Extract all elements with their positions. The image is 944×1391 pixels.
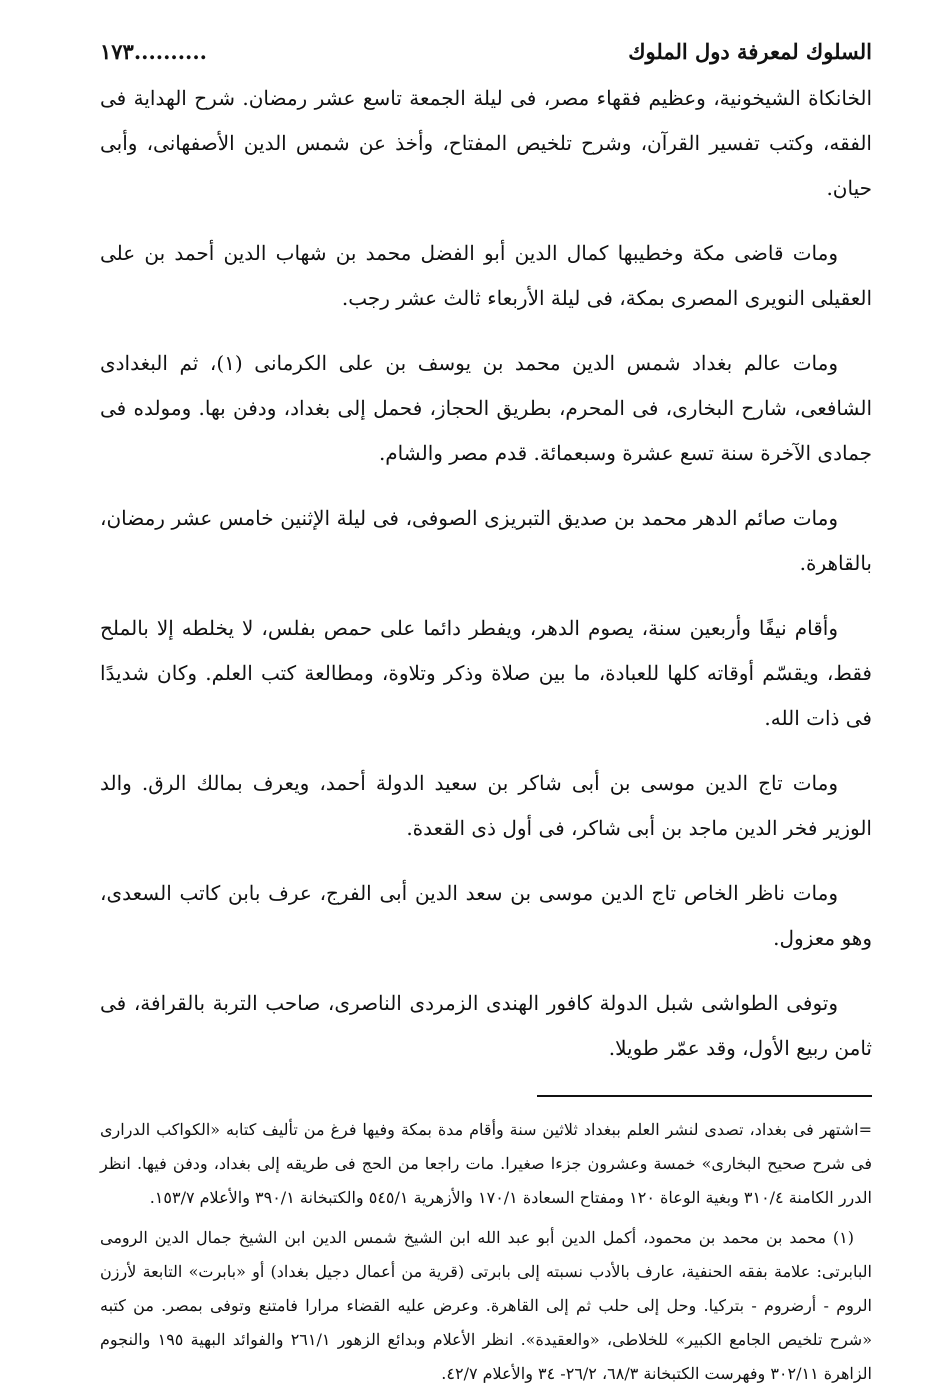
book-title: السلوك لمعرفة دول الملوك bbox=[628, 39, 872, 64]
paragraph: ومات قاضى مكة وخطيبها كمال الدين أبو الفضل محمد بن شهاب الدين أحمد بن على العقيلى النويرى المصرى بمكة، فى ليلة الأربعاء ثالث عشر رجب. bbox=[100, 241, 872, 310]
paragraph: ومات عالم بغداد شمس الدين محمد بن يوسف بن على الكرمانى (١)، ثم البغدادى الشافعى، شارح البخارى، فى المحرم، بطريق الحجاز، فحمل إلى بغداد، ودفن بها. ومولده فى جمادى الآخرة سنة تسع عشرة وسبعمائة. قدم مصر والشام. bbox=[100, 351, 872, 465]
paragraph: وأقام نيفًا وأربعين سنة، يصوم الدهر، ويفطر دائما على حمص بفلس، لا يخلطه إلا بالملح فقط، ويقسّم أوقاته كلها للعبادة، ما بين صلاة وذكر وتلاوة، ومطالعة كتب العلم. وكان شديدًا فى ذات الله. bbox=[100, 616, 872, 730]
paragraph: ومات تاج الدين موسى بن أبى شاكر بن سعيد الدولة أحمد، ويعرف بمالك الرق. والد الوزير فخر الدين ماجد بن أبى شاكر، فى أول ذى القعدة. bbox=[100, 771, 872, 840]
main-text bbox=[100, 76, 872, 1071]
paragraph: الخانكاة الشيخونية، وعظيم فقهاء مصر، فى ليلة الجمعة تاسع عشر رمضان. شرح الهداية فى الفقه، وكتب تفسير القرآن، وشرح تلخيص المفتاح، وأخذ عن شمس الدين الأصفهانى، وأبى حيان. bbox=[100, 86, 872, 200]
footnote-separator bbox=[537, 1095, 872, 1097]
footnote-continuation: =اشتهر فى بغداد، تصدى لنشر العلم ببغداد ثلاثين سنة وأقام مدة بمكة وفيها فرغ من تأليف كتابه «الكواكب الدرارى فى شرح صحيح البخارى» خمسة وعشرون جزءا صغيرا. مات راجعا من الحج فى طريقه إلى بغداد، ودفن فيها. انظر الدرر الكامنة ٣١٠/٤ وبغية الوعاة ١٢٠ ومفتاح السعادة ١٧٠/١ والأزهرية ٥٤٥/١ والكتبخانة ٣٩٠/١ والأعلام ١٥٣/٧. bbox=[100, 1120, 872, 1207]
paragraph: ومات ناظر الخاص تاج الدين موسى بن سعد الدين أبى الفرج، عرف بابن كاتب السعدى، وهو معزول. bbox=[100, 881, 872, 950]
paragraph: وتوفى الطواشى شبل الدولة كافور الهندى الزمردى الناصرى، صاحب التربة بالقرافة، فى ثامن ربيع الأول، وقد عمّر طويلا. bbox=[100, 991, 872, 1060]
footnotes bbox=[100, 1113, 872, 1391]
footnote-1: (١) محمد بن محمد بن محمود، أكمل الدين أبو عبد الله ابن الشيخ شمس الدين ابن الشيخ جمال الدين الرومى البابرتى: علامة بفقه الحنفية، عارف بالأدب نسبته إلى بابرتى (قرية من أعمال دجيل بغداد) أو «بابرت» التابعة لأرزن الروم - أرضروم - بتركيا. وحل إلى حلب ثم إلى القاهرة. وعرض عليه القضاء مرارا فامتنع وتوفى بمصر. من كتبه «شرح تلخيص الجامع الكبير» للخلاطى، «والعقيدة». انظر الأعلام وبدائع الزهور ٢٦١/١ والفوائد البهية ١٩٥ والنجوم الزاهرة ٣٠٢/١١ وفهرست الكتبخانة ٦٨/٣، ٢٦/٢- ٣٤ والأعلام ٤٢/٧. bbox=[100, 1228, 873, 1383]
paragraph: ومات صائم الدهر محمد بن صديق التبريزى الصوفى، فى ليلة الإثنين خامس عشر رمضان، بالقاهرة. bbox=[100, 506, 872, 575]
page-number: ..........١٧٣ bbox=[100, 39, 207, 64]
running-header bbox=[100, 30, 872, 74]
